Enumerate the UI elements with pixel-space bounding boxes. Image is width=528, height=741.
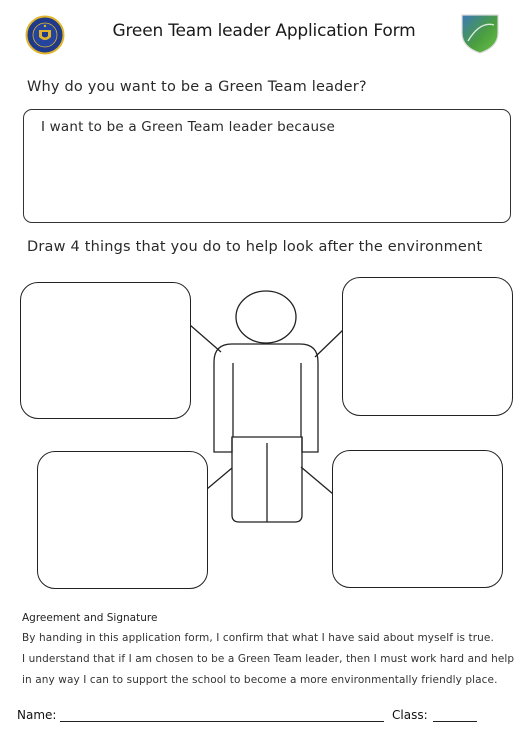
name-label: Name: (17, 708, 57, 722)
agreement-line: I understand that if I am chosen to be a Green Team leader, then I must work hard and help (22, 653, 515, 665)
question-why-leader: Why do you want to be a Green Team leader? (27, 79, 367, 95)
class-field[interactable] (433, 721, 477, 722)
green-team-shield-icon (458, 11, 502, 55)
name-field[interactable] (60, 721, 384, 722)
drawing-box-top-right[interactable] (342, 277, 513, 416)
drawing-box-bottom-right[interactable] (332, 450, 503, 588)
drawing-box-bottom-left[interactable] (37, 451, 208, 589)
agreement-line: By handing in this application form, I confirm that what I have said about myself is true. (22, 632, 494, 644)
question-draw-things: Draw 4 things that you do to help look after the environment (27, 239, 483, 255)
answer-textbox[interactable] (23, 109, 511, 223)
agreement-line: in any way I can to support the school to become a more environmentally friendly place. (22, 674, 498, 686)
form-title: Green Team leader Application Form (112, 21, 416, 41)
class-label: Class: (392, 708, 428, 722)
answer-prompt: I want to be a Green Team leader because (41, 119, 335, 135)
agreement-heading: Agreement and Signature (22, 612, 158, 624)
drawing-box-top-left[interactable] (20, 282, 191, 419)
